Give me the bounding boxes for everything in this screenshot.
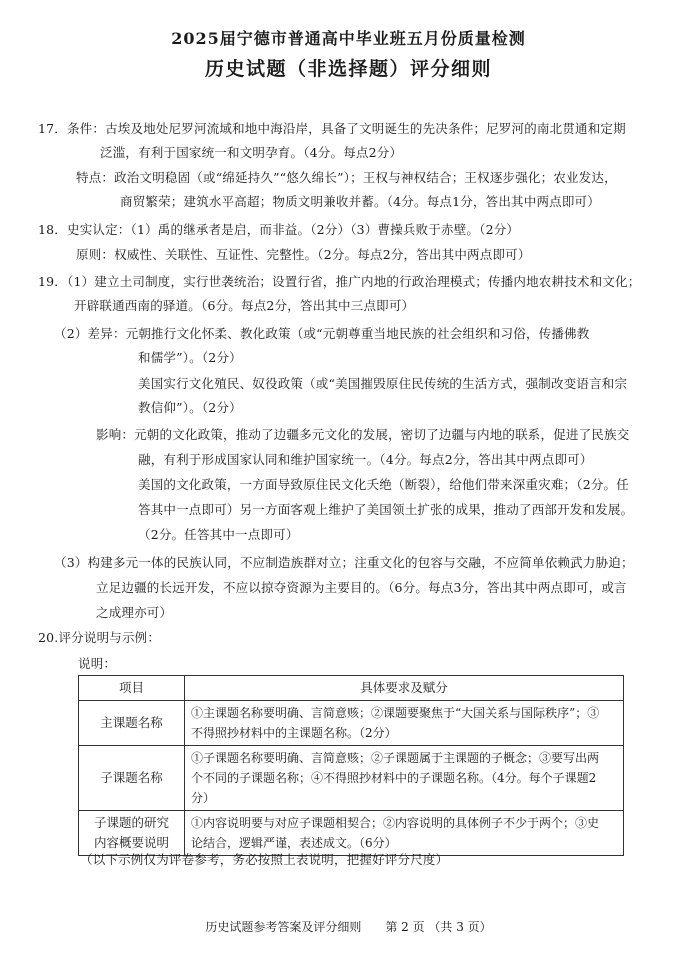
cell-line: 不得照抄材料中的主课题名称。（2分） bbox=[191, 726, 397, 740]
q19-line-6: 教信仰”）。（2分） bbox=[138, 400, 242, 415]
q17-line-4: 商贸繁荣；建筑水平高超；物质文明兼收并蓄。（4分。每点1分，答出其中两点即可） bbox=[120, 194, 600, 209]
q19-line-4: 和儒学”）。（2分） bbox=[138, 350, 242, 365]
table-row bbox=[79, 811, 624, 856]
q19-line-10: 答其中一点即可）另一方面客观上维护了美国领土扩张的成果，推动了西部开发和发展。 bbox=[138, 502, 634, 517]
cell-line: ①子课题名称要明确、言简意赅；②子课题属于主课题的子概念；③要写出两 bbox=[191, 751, 600, 765]
q18-line-1: 18．史实认定：（1）禹的继承者是启，而非益。（2分）（3）曹操兵败于赤壁。（2分） bbox=[38, 222, 520, 237]
q19-line-9: 美国的文化政策，一方面导致原住民文化夭绝（断裂），给他们带来深重灾难；（2分。任 bbox=[138, 477, 629, 492]
cell-line: ①主课题名称要明确、言简意赅；②课题要聚焦于“大国关系与国际秩序”；③ bbox=[191, 706, 600, 720]
cell-line: 论结合，逻辑严谨，表述成文。（6分） bbox=[191, 836, 397, 850]
q19-line-14: 之成理亦可） bbox=[96, 605, 173, 620]
q17-line-2: 泛滥，有利于国家统一和文明孕育。（4分。每点2分） bbox=[100, 145, 403, 160]
q19-line-7: 影响：元朝的文化政策，推动了边疆多元文化的发展，密切了边疆与内地的联系，促进了民族交 bbox=[96, 427, 630, 442]
cell-line: 内容概要说明 bbox=[93, 835, 169, 850]
table-row bbox=[79, 746, 624, 811]
table-cell-requirements bbox=[185, 701, 624, 746]
q20-note: （以下示例仅为评卷参考，务必按照上表说明，把握好评分尺度） bbox=[80, 852, 449, 867]
table-header-item: 项目 bbox=[79, 676, 185, 701]
q19-line-11: （2分。任答其中一点即可） bbox=[138, 527, 299, 542]
document-subtitle: 历史试题（非选择题）评分细则 bbox=[204, 58, 492, 80]
exam-title: 2025届宁德市普通高中毕业班五月份质量检测 bbox=[171, 29, 526, 48]
table-cell-item: 主课题名称 bbox=[79, 701, 185, 746]
table-cell-item bbox=[79, 811, 185, 856]
table-row bbox=[79, 701, 624, 746]
q19-line-5: 美国实行文化殖民、奴役政策（或“美国摧毁原住民传统的生活方式，强制改变语言和宗 bbox=[138, 376, 628, 391]
cell-line: 个不同的子课题名称；④不得照抄材料中的子课题名称。（4分。每个子课题2 bbox=[191, 771, 597, 785]
q19-line-8: 融，有利于形成国家认同和维护国家统一。（4分。每点2分，答出其中两点即可） bbox=[138, 452, 593, 467]
q19-line-12: （3）构建多元一体的民族认同，不应制造族群对立；注重文化的包容与交融，不应简单依赖武力胁迫； bbox=[54, 555, 634, 570]
table-cell-item: 子课题名称 bbox=[79, 746, 185, 811]
q19-line-1: 19．（1）建立土司制度，实行世袭统治；设置行省，推广内地的行政治理模式；传播内地农耕技术和文化； bbox=[38, 274, 641, 289]
q17-line-1: 17．条件：古埃及地处尼罗河流域和地中海沿岸，具备了文明诞生的先决条件；尼罗河的南北贯通和定期 bbox=[38, 121, 626, 136]
cell-line: 子课题的研究 bbox=[93, 815, 169, 830]
scoring-table bbox=[78, 675, 624, 856]
table-header-requirements: 具体要求及赋分 bbox=[185, 676, 624, 701]
cell-line: ①内容说明要与对应子课题相契合；②内容说明的具体例子不少于两个；③史 bbox=[191, 816, 600, 830]
q20-heading: 20.评分说明与示例： bbox=[38, 630, 161, 645]
q19-line-3: （2）差异：元朝推行文化怀柔、教化政策（或“元朝尊重当地民族的社会组织和习俗，传播佛教 bbox=[54, 326, 590, 341]
page-footer: 历史试题参考答案及评分细则 第 2 页 （共 3 页） bbox=[205, 920, 492, 934]
table-cell-requirements bbox=[185, 746, 624, 811]
cell-line: 分） bbox=[191, 791, 216, 805]
table-cell-requirements bbox=[185, 811, 624, 856]
table-header-row bbox=[79, 676, 624, 701]
q17-line-3: 特点：政治文明稳固（或“绵延持久”“悠久绵长”）；王权与神权结合；王权逐步强化；农业发达， bbox=[76, 170, 617, 185]
q18-line-2: 原则：权威性、关联性、互证性、完整性。（2分。每点2分，答出其中两点即可） bbox=[76, 247, 531, 262]
q19-line-2: 开辟联通西南的驿道。（6分。每点2分，答出其中三点即可） bbox=[74, 298, 415, 313]
q20-explanation-label: 说明： bbox=[78, 656, 117, 671]
q19-line-13: 立足边疆的长远开发，不应以掠夺资源为主要目的。（6分。每点3分，答出其中两点即可，或言 bbox=[96, 580, 627, 595]
